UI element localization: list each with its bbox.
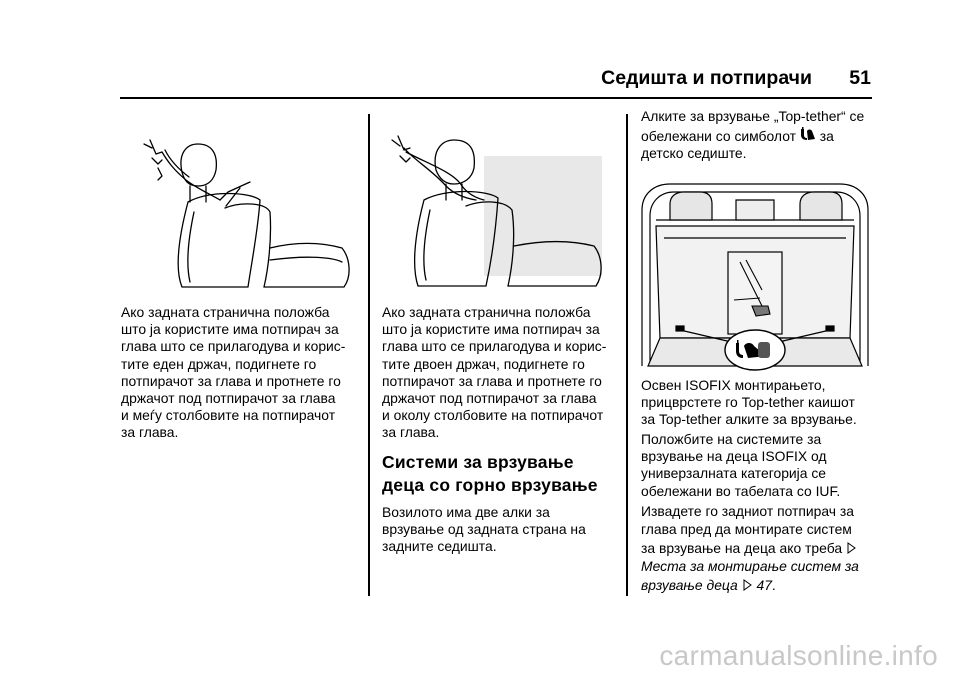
cargo-area-anchors-illustration	[640, 180, 870, 372]
text-line: и меѓу столбовите на потпирачот	[121, 407, 336, 424]
text-line: за Top-tether алките за врзување.	[641, 411, 857, 428]
text-fragment: за врзување на деца ако треба	[641, 539, 843, 556]
text-fragment: за	[819, 128, 834, 144]
text-line: Ако задната странична положба	[121, 304, 330, 320]
text-line: универзалната категорија се	[641, 465, 827, 482]
text-line: прицврстете го Top-tether каишот	[641, 394, 855, 411]
text-line: држачот под потпирачот за глава	[382, 390, 597, 407]
text-line: детско седиште.	[641, 145, 747, 161]
single-tether-instructions	[121, 304, 345, 442]
text-fragment: обележани со симболот	[641, 128, 796, 144]
cross-reference-title[interactable]: врзување деца	[641, 576, 738, 593]
cross-reference-arrow-icon[interactable]	[742, 579, 753, 591]
text-line: потпирачот за глава и протнете го	[121, 372, 341, 389]
text-line	[641, 539, 859, 557]
cross-reference-arrow-icon[interactable]	[846, 542, 857, 554]
column-divider-left	[368, 114, 370, 596]
text-line: тите двоен држач, подигнете го	[382, 355, 585, 372]
text-line: глава пред да монтирате систем	[641, 521, 852, 538]
text-line: потпирачот за глава и протнете го	[382, 372, 602, 389]
text-line: Извадете го задниот потпирач за	[641, 503, 854, 519]
cross-reference-page[interactable]: 47	[756, 576, 772, 593]
text-line: задните седишта.	[382, 538, 497, 555]
cross-reference-title[interactable]: Места за монтирање систем за	[641, 558, 859, 575]
header-rule	[120, 97, 872, 99]
isofix-attachment-text	[641, 377, 857, 429]
text-line: за глава.	[121, 424, 179, 441]
page-number: 51	[849, 67, 871, 89]
anchor-description	[382, 504, 586, 556]
text-line: држачот под потпирачот за глава	[121, 390, 336, 407]
text-line: за глава.	[382, 424, 440, 441]
section-heading-line1: Системи за врзување	[382, 452, 574, 472]
dual-tether-illustration	[384, 128, 610, 290]
text-line: Положбите на системите за	[641, 431, 822, 447]
text-line: обележани во табелата со IUF.	[641, 482, 841, 499]
remove-head-restraint-text	[641, 502, 859, 594]
column-divider-right	[626, 114, 628, 596]
text-fragment: .	[771, 576, 776, 593]
text-line: што ја користите има потпирач за	[121, 321, 339, 338]
text-line	[641, 576, 859, 594]
tether-symbol-intro	[641, 106, 864, 163]
section-heading-line2: деца со горно врзување	[382, 475, 598, 495]
text-line: глава што се прилагодува и корис-	[121, 338, 346, 355]
watermark: carmanualsonline.info	[659, 640, 938, 671]
text-line: Возилото има две алки за	[382, 504, 550, 520]
text-line: и околу столбовите на потпирачот	[382, 407, 604, 424]
page-header-title: Седишта и потпирачи	[601, 67, 812, 89]
text-line: врзување на деца ISOFIX од	[641, 448, 827, 465]
text-line: глава што се прилагодува и корис-	[382, 338, 607, 355]
text-line: тите еден држач, подигнете го	[121, 355, 317, 372]
isofix-positions-text	[641, 431, 840, 500]
top-tether-anchor-icon	[800, 127, 816, 142]
text-line: Освен ISOFIX монтирањето,	[641, 377, 826, 393]
text-line: што ја користите има потпирач за	[382, 321, 600, 338]
text-line: Алките за врзување „Top-tether“ се	[641, 108, 865, 124]
dual-tether-instructions	[382, 304, 606, 442]
text-line: врзување од задната страна на	[382, 521, 586, 538]
text-line: Ако задната странична положба	[382, 304, 591, 320]
single-tether-illustration	[130, 130, 355, 290]
